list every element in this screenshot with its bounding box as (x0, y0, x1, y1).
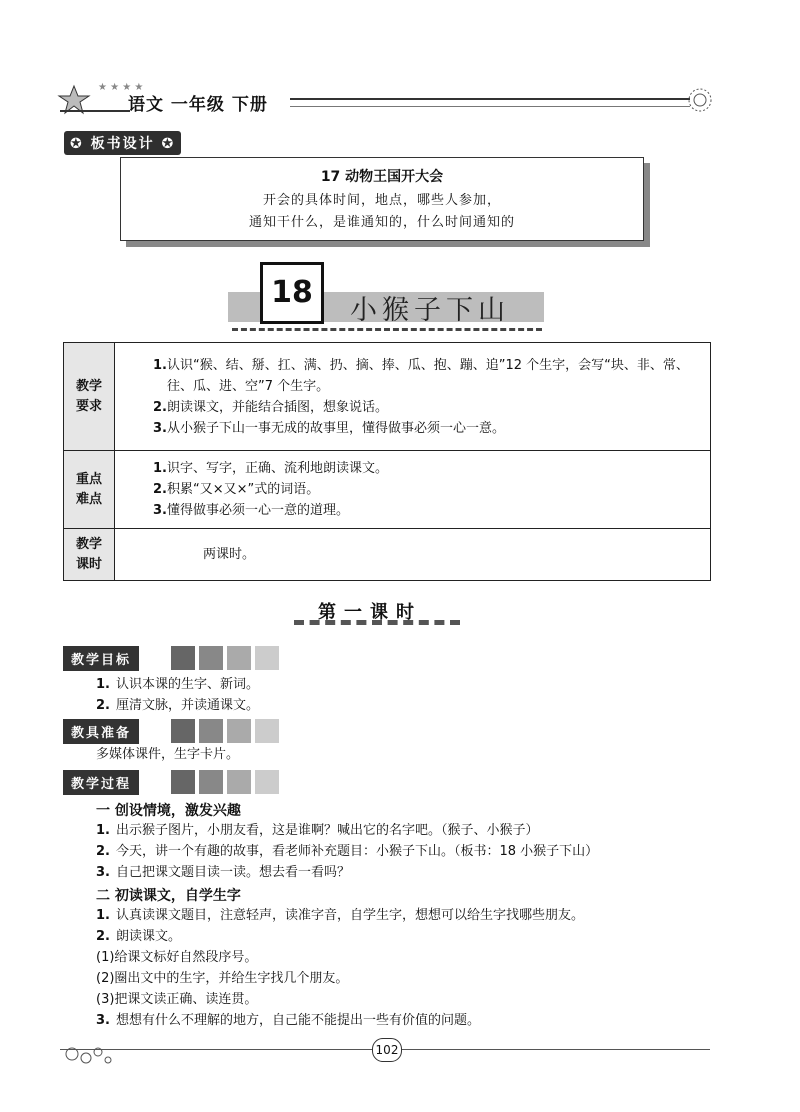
bubbles-decoration-icon (64, 1040, 124, 1070)
part-heading: 一 创设情境，激发兴趣 (96, 803, 241, 819)
row-header: 教学 课时 (64, 529, 115, 581)
board-design-box (120, 157, 644, 241)
star-icon: ✪ (154, 136, 176, 152)
list-item: 2. 今天，讲一个有趣的故事，看老师补充题目：小猴子下山。（板书：18 小猴子下山） (96, 844, 599, 859)
table-row (64, 343, 711, 451)
section-title-underline (294, 620, 460, 635)
teaching-goals-label: 教学目标 (63, 646, 263, 670)
header-rule (290, 98, 690, 107)
section-title: 第一课时 (318, 602, 422, 623)
page-number: 102 (372, 1038, 402, 1062)
header-rule-left (60, 110, 130, 112)
row-content: 两课时。 (115, 529, 711, 581)
part-heading: 二 初读课文，自学生字 (96, 888, 241, 904)
board-design-tag: ✪ 板书设计 ✪ (64, 131, 181, 155)
teaching-process-label: 教学过程 (63, 770, 263, 794)
svg-text:★ ★ ★ ★: ★ ★ ★ ★ (98, 82, 144, 93)
board-line: 通知干什么，是谁通知的，什么时间通知的 (248, 215, 515, 230)
table-row (64, 451, 711, 529)
lesson-number: 18 (260, 262, 324, 324)
star-decoration-icon (58, 78, 144, 118)
star-icon: ✪ (70, 136, 91, 152)
list-item: 1. 出示猴子图片，小朋友看，这是谁啊？喊出它的名字吧。（猴子、小猴子） (96, 823, 539, 838)
table-row (64, 529, 711, 581)
list-item: 3. 自己把课文题目读一读。想去看一看吗？ (96, 865, 350, 880)
list-item: (1)给课文标好自然段序号。 (96, 950, 258, 965)
board-title: 17 动物王国开大会 (320, 169, 444, 185)
lesson-title: 小猴子下山 (350, 295, 510, 326)
board-line: 开会的具体时间，地点，哪些人参加， (262, 193, 501, 208)
list-item: 1. 认识本课的生字、新词。 (96, 677, 259, 692)
list-item: 2. 朗读课文。 (96, 929, 181, 944)
lesson-title-underline (232, 328, 542, 331)
row-header: 教学 要求 (64, 343, 115, 451)
aids-text: 多媒体课件，生字卡片。 (96, 747, 240, 762)
list-item: 1. 认真读课文题目，注意轻声，读准字音，自学生字，想想可以给生字找哪些朋友。 (96, 908, 584, 923)
teaching-aids-label: 教具准备 (63, 719, 263, 743)
row-content: 1. 认识“猴、结、掰、扛、满、扔、摘、捧、瓜、抱、蹦、追”12 个生字，会写“块、非、常、往、瓜、进、空”7 个生字。 2. 朗读课文，并能结合插图，想象说话。 3. 从小猴子下山一事无成的故事里，懂得做事必须一心一意。 (115, 343, 711, 451)
list-item: (3)把课文读正确、读连贯。 (96, 992, 258, 1007)
row-header: 重点 难点 (64, 451, 115, 529)
book-title: 语文 一年级 下册 (128, 95, 268, 115)
list-item: 2. 厘清文脉，并读通课文。 (96, 698, 259, 713)
objectives-table (63, 342, 711, 581)
list-item: 3. 想想有什么不理解的地方，自己能不能提出一些有价值的问题。 (96, 1013, 480, 1028)
list-item: (2)圈出文中的生字，并给生字找几个朋友。 (96, 971, 349, 986)
swirl-icon (686, 86, 714, 114)
row-content: 1. 识字、写字，正确、流利地朗读课文。 2. 积累“又×又×”式的词语。 3. 懂得做事必须一心一意的道理。 (115, 451, 711, 529)
